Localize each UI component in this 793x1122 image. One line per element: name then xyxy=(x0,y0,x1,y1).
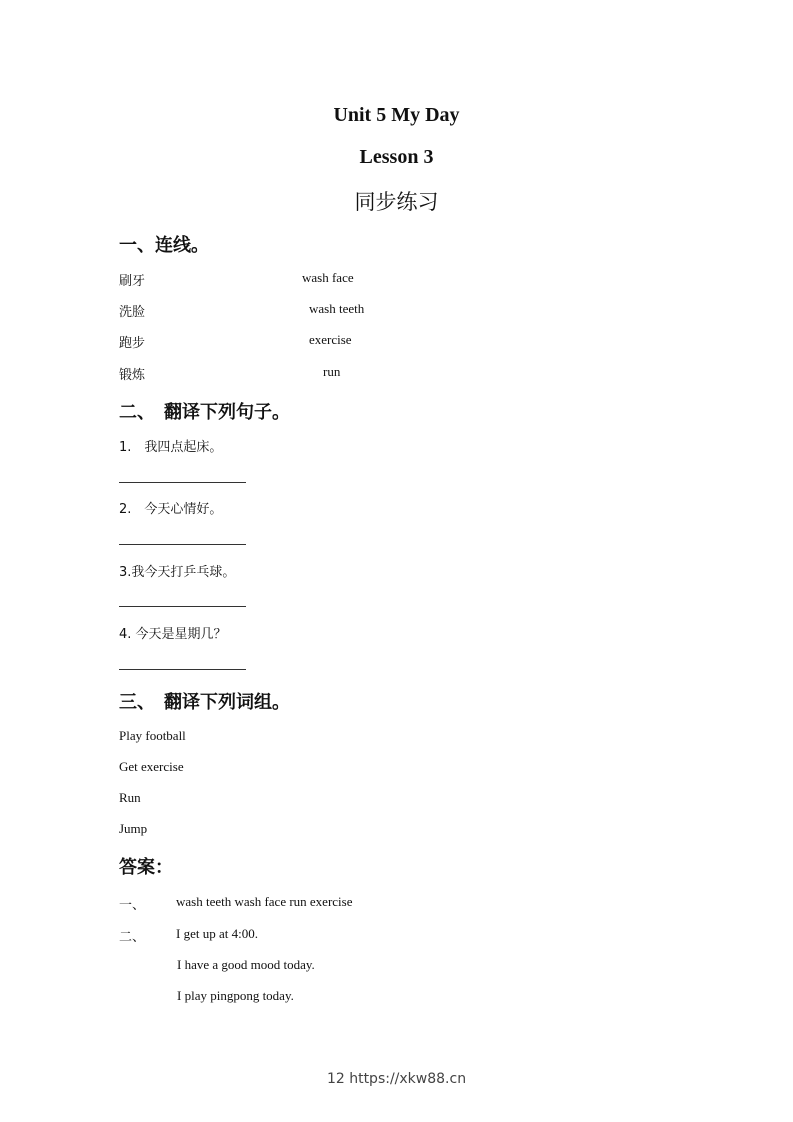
sentence-item: 2. 今天心情好。 xyxy=(119,502,223,517)
practice-label: 同步练习 xyxy=(354,190,439,214)
answer2-line: I have a good mood today. xyxy=(177,957,315,972)
page-footer: 12 https://xkw88.cn xyxy=(326,1071,467,1087)
match-left-item: 刷牙 xyxy=(119,274,146,289)
phrase-item: Get exercise xyxy=(119,759,184,774)
match-left-item: 锻炼 xyxy=(119,368,146,383)
match-right-item: exercise xyxy=(309,332,352,347)
sentence-item: 4. 今天是星期几？ xyxy=(119,627,227,642)
match-left-item: 洗脸 xyxy=(119,305,146,320)
answer2-line: I get up at 4:00. xyxy=(176,926,258,941)
answer-line xyxy=(119,544,246,545)
answer-line xyxy=(119,669,246,670)
answer2-marker: 二、 xyxy=(119,930,146,945)
lesson-title: Lesson 3 xyxy=(359,146,434,168)
answer-line xyxy=(119,482,246,483)
phrase-item: Jump xyxy=(119,821,148,836)
match-right-item: wash face xyxy=(302,270,354,285)
answers-heading: 答案： xyxy=(119,857,173,878)
section3-heading: 三、 翻译下列词组。 xyxy=(119,692,290,713)
match-left-item: 跑步 xyxy=(119,336,146,351)
answer2-line: I play pingpong today. xyxy=(177,988,294,1003)
section1-heading: 一、连线。 xyxy=(119,235,209,256)
sentence-item: 1. 我四点起床。 xyxy=(119,440,223,455)
answer1-marker: 一、 xyxy=(119,898,146,913)
phrase-item: Play football xyxy=(119,728,186,743)
answer1-text: wash teeth wash face run exercise xyxy=(176,894,353,909)
phrase-item: Run xyxy=(119,790,141,805)
sentence-item: 3.我今天打乒乓球。 xyxy=(119,565,236,580)
section2-heading: 二、 翻译下列句子。 xyxy=(119,402,290,423)
match-right-item: run xyxy=(323,364,341,379)
answer-line xyxy=(119,606,246,607)
match-right-item: wash teeth xyxy=(309,301,365,316)
unit-title: Unit 5 My Day xyxy=(333,104,460,126)
